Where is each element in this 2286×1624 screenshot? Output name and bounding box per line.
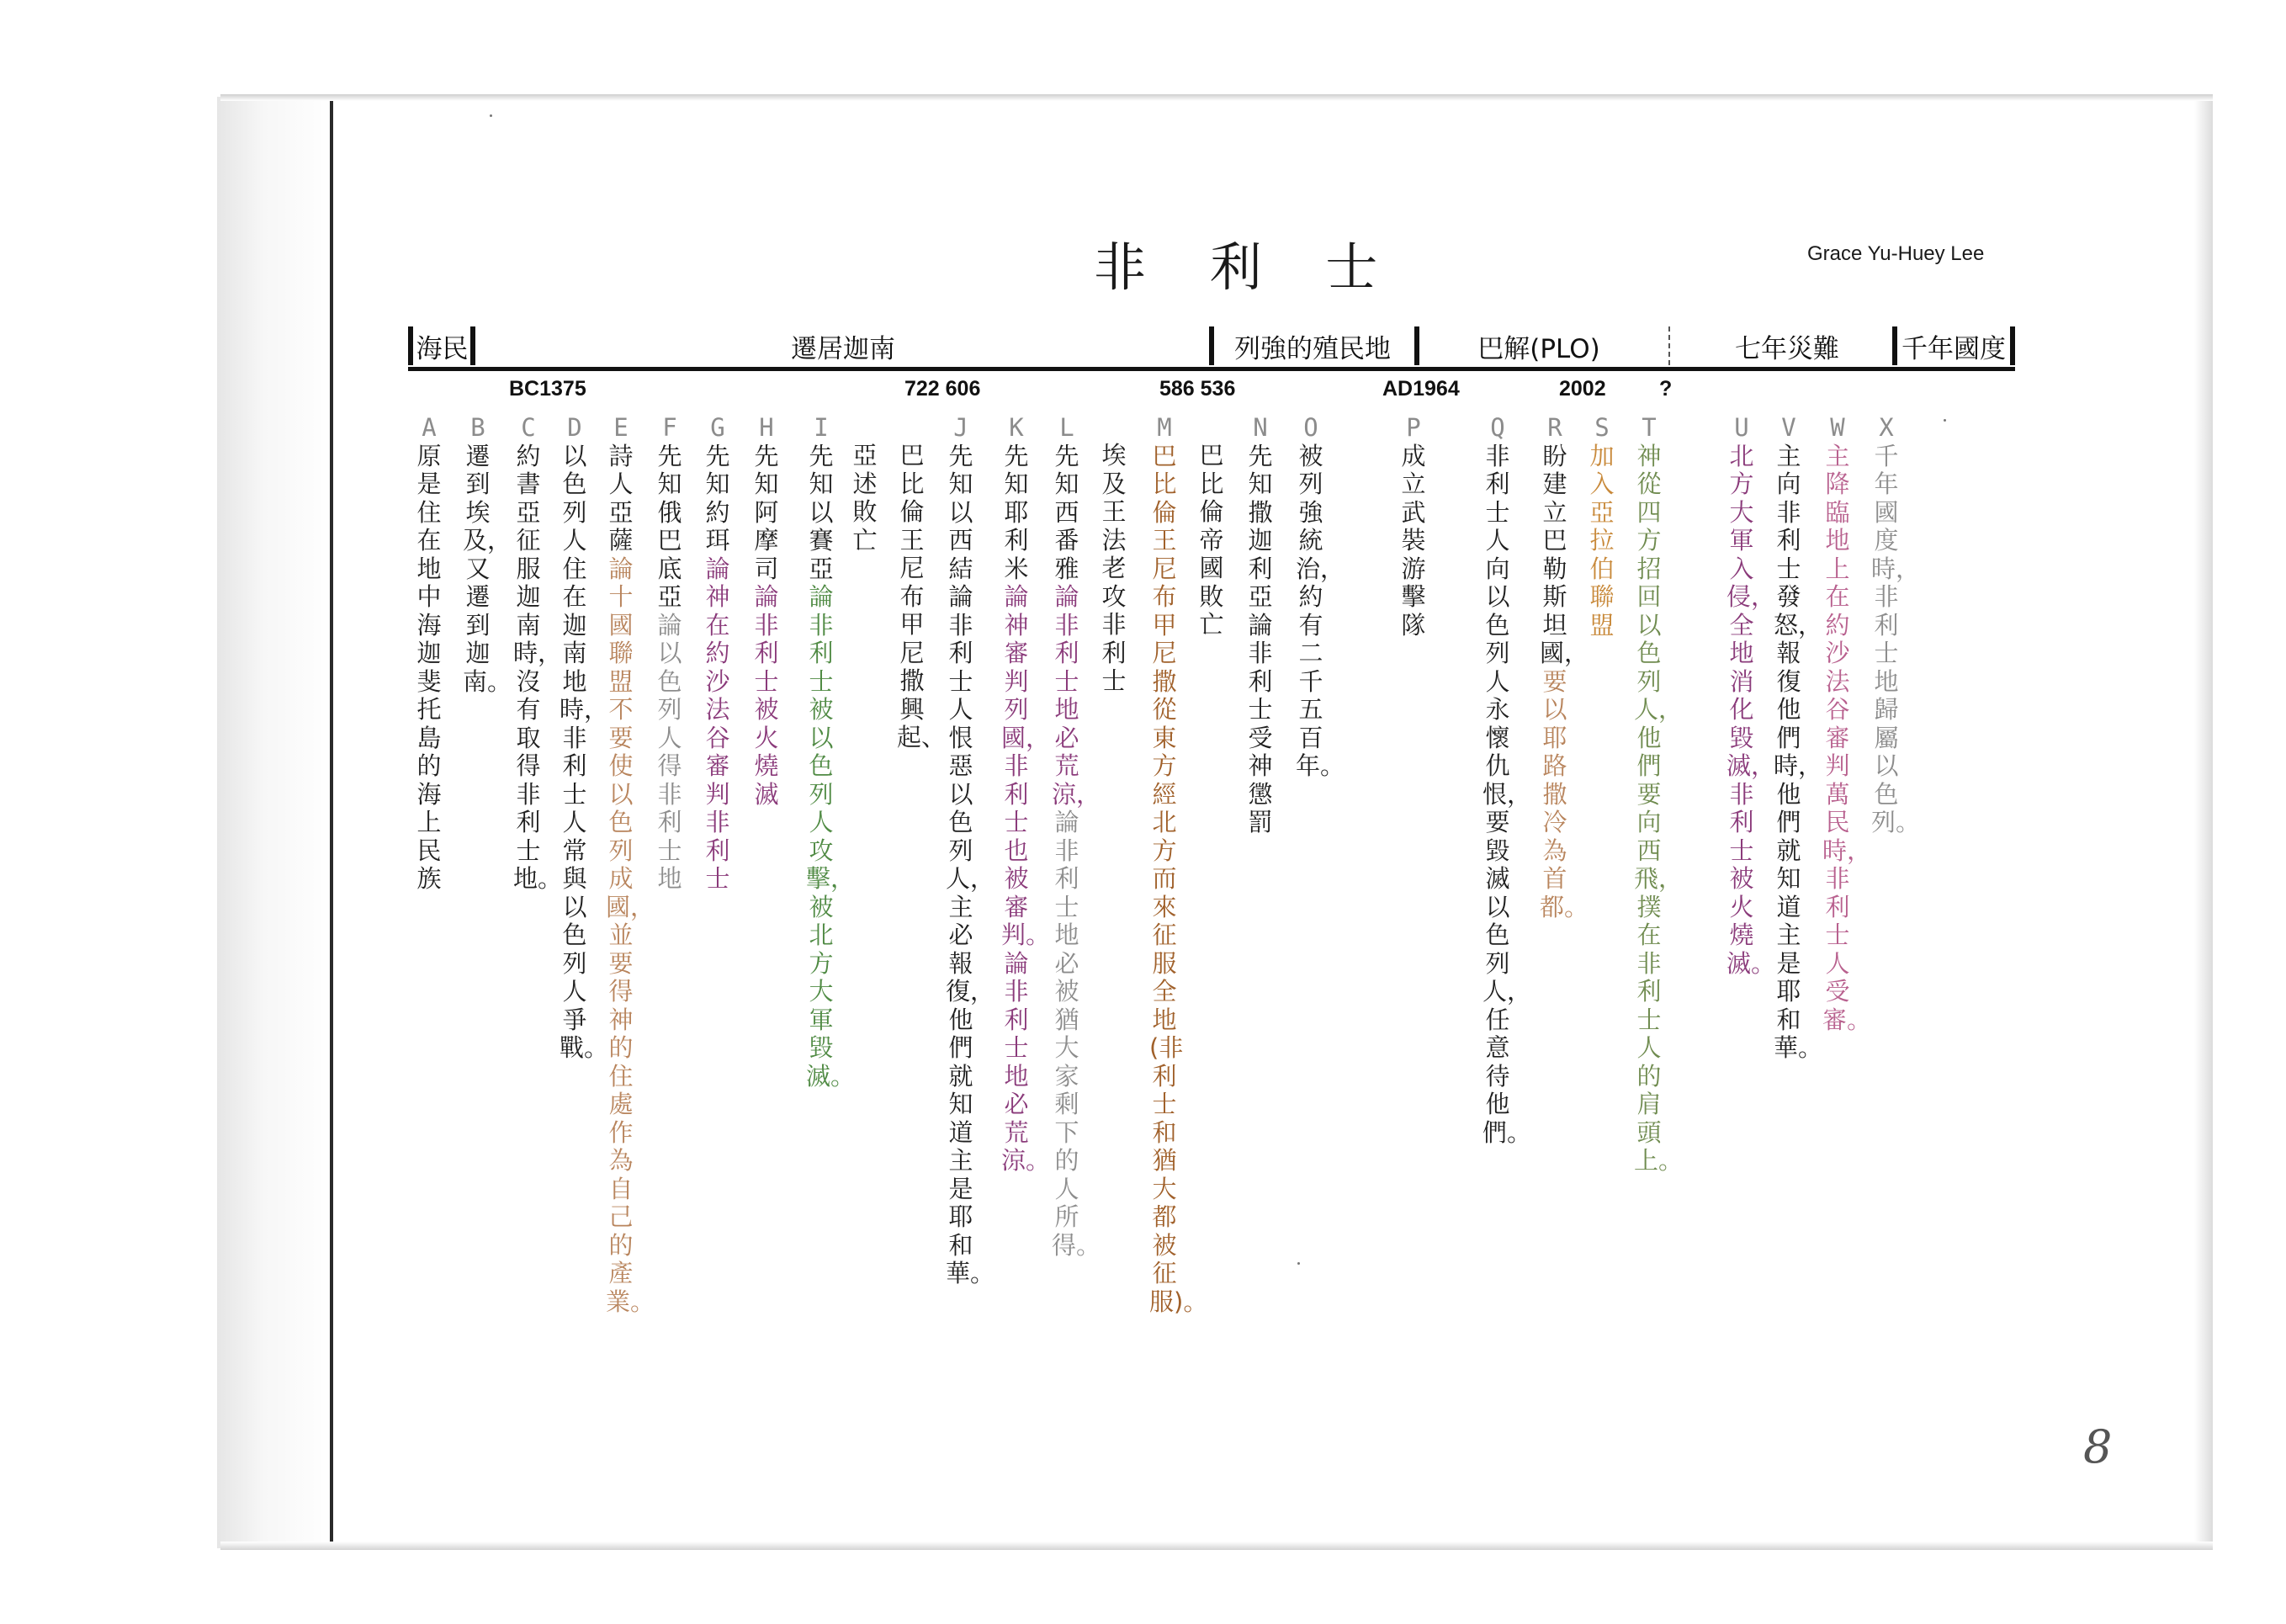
author-name: Grace Yu-Huey Lee <box>1807 242 1985 265</box>
band-divider <box>2010 326 2015 365</box>
event-text: 論十國聯盟不要使以色列成國，並要得神的住處作為自己的產業。 <box>606 554 655 1316</box>
scan-speck <box>1297 1262 1300 1265</box>
event-text: 成立武裝游擊隊 <box>1401 441 1426 640</box>
event-letter: J <box>953 413 968 442</box>
event-letter: W <box>1830 413 1845 442</box>
event-letter: E <box>613 413 629 442</box>
band-divider <box>470 326 475 365</box>
event-text: 埃及王法老攻非利士 <box>1101 441 1127 695</box>
event-text: 千年國度時，非利士地歸屬以色列。 <box>1871 441 1921 836</box>
event-column-q <box>1482 413 1532 1147</box>
event-text: 遷到埃及，又遷到迦南。 <box>463 441 512 696</box>
event-letter: I <box>814 413 829 442</box>
event-letter: L <box>1059 413 1074 442</box>
event-text: 論非利士人恨惡以色列人，主必報復，他們就知道主是耶和華。 <box>946 582 995 1287</box>
event-column-v <box>1774 413 1823 1063</box>
event-column-x <box>1871 413 1921 837</box>
scan-speck <box>1944 419 1946 422</box>
band-segment-millennium: 千年國度 <box>1901 333 2006 364</box>
event-column-m <box>1149 413 1208 1316</box>
event-text: 原是住在地中海迦斐托島的海上民族 <box>416 441 442 893</box>
event-text: 以色列人住在迦南地時，非利士人常與以色列人爭戰。 <box>560 441 609 1062</box>
year-marker: AD1964 <box>1382 377 1460 401</box>
event-text: 先知以西結 <box>948 441 973 583</box>
page-binding-line <box>330 97 333 1548</box>
event-text: 神從四方招回以色列人，他們要向西飛，撲在非利士人的肩頭上。 <box>1634 441 1684 1175</box>
event-text: 論以色列人得非利士地 <box>657 610 682 893</box>
event-text: 亞述敗亡 <box>852 441 878 555</box>
event-column-l <box>1052 413 1101 1260</box>
event-letter: U <box>1734 413 1749 442</box>
event-text: 要以耶路撒冷為首都。 <box>1540 666 1589 921</box>
event-text: 先知俄巴底亞 <box>657 441 682 611</box>
band-divider <box>1414 326 1419 365</box>
event-text: 盼建立巴勒斯坦國， <box>1540 441 1589 667</box>
year-marker: ? <box>1659 377 1673 401</box>
event-text: 論非利士受神懲罰 <box>1248 610 1273 836</box>
band-segment-sea-people: 海民 <box>416 333 469 364</box>
event-text: 被列強統治，約有二千五百年。 <box>1296 441 1345 780</box>
event-letter: T <box>1642 413 1657 442</box>
event-letter: X <box>1879 413 1894 442</box>
event-column-r <box>1540 413 1589 921</box>
event-text: 論神在約沙法谷審判非利士 <box>705 554 730 893</box>
band-divider-dashed <box>1668 326 1670 365</box>
year-marker: 586 536 <box>1159 377 1236 401</box>
event-text: 論非利士地必荒涼。 <box>1001 948 1051 1175</box>
page-top-edge <box>220 94 2213 101</box>
event-text: 先知以賽亞 <box>809 441 834 583</box>
event-column-k <box>1001 413 1051 1176</box>
event-text: 先知約珥 <box>705 441 730 555</box>
event-column-i3 <box>897 441 947 752</box>
document-title: 非 利 士 <box>1094 236 1402 298</box>
event-letter: H <box>759 413 774 442</box>
event-column-t <box>1634 413 1684 1176</box>
event-letter: C <box>521 413 536 442</box>
event-text: 巴比倫帝國敗亡 <box>1199 441 1224 639</box>
event-letter: N <box>1253 413 1268 442</box>
event-text: 先知撒迦利亞 <box>1248 441 1273 611</box>
event-column-o <box>1296 413 1345 781</box>
event-text: 先知耶利米 <box>1004 441 1029 583</box>
event-text: 先知阿摩司 <box>754 441 779 583</box>
event-letter: O <box>1303 413 1318 442</box>
event-text: 主向非利士發怒，報復他們時，他們就知道主是耶和華。 <box>1774 441 1823 1062</box>
page-left-edge <box>217 97 335 1548</box>
event-column-f <box>655 414 685 894</box>
year-marker: 2002 <box>1559 377 1606 401</box>
event-column-j <box>946 413 995 1288</box>
event-column-w <box>1822 413 1872 1034</box>
event-text: 論非利士地必荒涼， <box>1052 582 1101 809</box>
event-text: 論神審判列國， <box>1001 582 1051 752</box>
timeline-baseline <box>408 367 2015 371</box>
event-text: 加入亞拉伯聯盟 <box>1589 441 1615 640</box>
event-letter: M <box>1157 413 1172 442</box>
event-text: 北方大軍入侵，全地消化毀滅，非利士被火燒滅。 <box>1726 441 1776 978</box>
event-text: 論非利士被火燒滅 <box>754 582 779 809</box>
page-right-edge <box>2194 97 2213 1548</box>
event-text: 約書亞征服迦南時，沒有取得非利士地。 <box>513 441 563 893</box>
event-letter: S <box>1594 413 1610 442</box>
scan-speck <box>490 114 492 117</box>
band-divider <box>408 326 413 365</box>
timeline-header-band <box>408 326 2015 370</box>
event-column-i2 <box>850 442 880 555</box>
event-letter: F <box>662 413 677 442</box>
event-text: 非利士人向以色列人永懷仇恨，要毀滅以色列人，任意待他們。 <box>1482 441 1532 1147</box>
event-column-e <box>606 413 655 1316</box>
event-text: 論非利士地必被猶大家剩下的人所得。 <box>1052 808 1101 1260</box>
event-column-m2 <box>1196 442 1227 640</box>
band-segment-canaan: 遷居迦南 <box>791 333 895 364</box>
event-column-b <box>463 413 512 696</box>
event-text: 論非利士被以色列人攻擊，被北方大軍毀滅。 <box>806 582 856 1091</box>
event-letter: D <box>567 413 582 442</box>
band-segment-seven-years: 七年災難 <box>1735 333 1839 364</box>
event-column-n <box>1245 414 1276 837</box>
event-text: 巴比倫王尼布甲尼撒興起、 <box>897 441 947 751</box>
event-column-d <box>560 413 609 1063</box>
event-letter: P <box>1406 413 1421 442</box>
event-text: 主降臨地上在約沙法谷審判萬民時，非利士人受審。 <box>1822 441 1872 1034</box>
event-column-i <box>806 413 856 1091</box>
event-text: 非利士也被審判。 <box>1001 751 1051 949</box>
event-column-p <box>1398 414 1429 640</box>
event-letter: R <box>1547 413 1562 442</box>
year-marker: BC1375 <box>509 377 586 401</box>
event-text: 詩人亞薩 <box>608 441 634 555</box>
event-column-u <box>1726 413 1776 978</box>
event-letter: V <box>1781 413 1796 442</box>
event-column-a <box>414 414 444 894</box>
band-segment-plo: 巴解(PLO) <box>1477 333 1600 364</box>
event-letter: Q <box>1490 413 1505 442</box>
event-letter: G <box>710 413 725 442</box>
year-marker: 722 606 <box>904 377 981 401</box>
event-text: 先知西番雅 <box>1054 441 1079 583</box>
event-column-c <box>513 413 563 894</box>
event-column-h <box>751 414 782 809</box>
band-segment-colony: 列強的殖民地 <box>1234 333 1391 364</box>
page-number: 8 <box>2083 1420 2113 1473</box>
event-letter: B <box>470 413 485 442</box>
event-column-l2 <box>1099 442 1129 696</box>
page-bottom-edge <box>220 1542 2213 1550</box>
event-letter: A <box>422 413 437 442</box>
event-column-g <box>703 414 733 894</box>
event-column-s <box>1587 414 1617 640</box>
event-letter: K <box>1009 413 1024 442</box>
event-text: 巴比倫王尼布甲尼撒從東方經北方而來征服全地(非利士和猶大都被征服)。 <box>1149 441 1208 1316</box>
band-divider <box>1209 326 1214 365</box>
